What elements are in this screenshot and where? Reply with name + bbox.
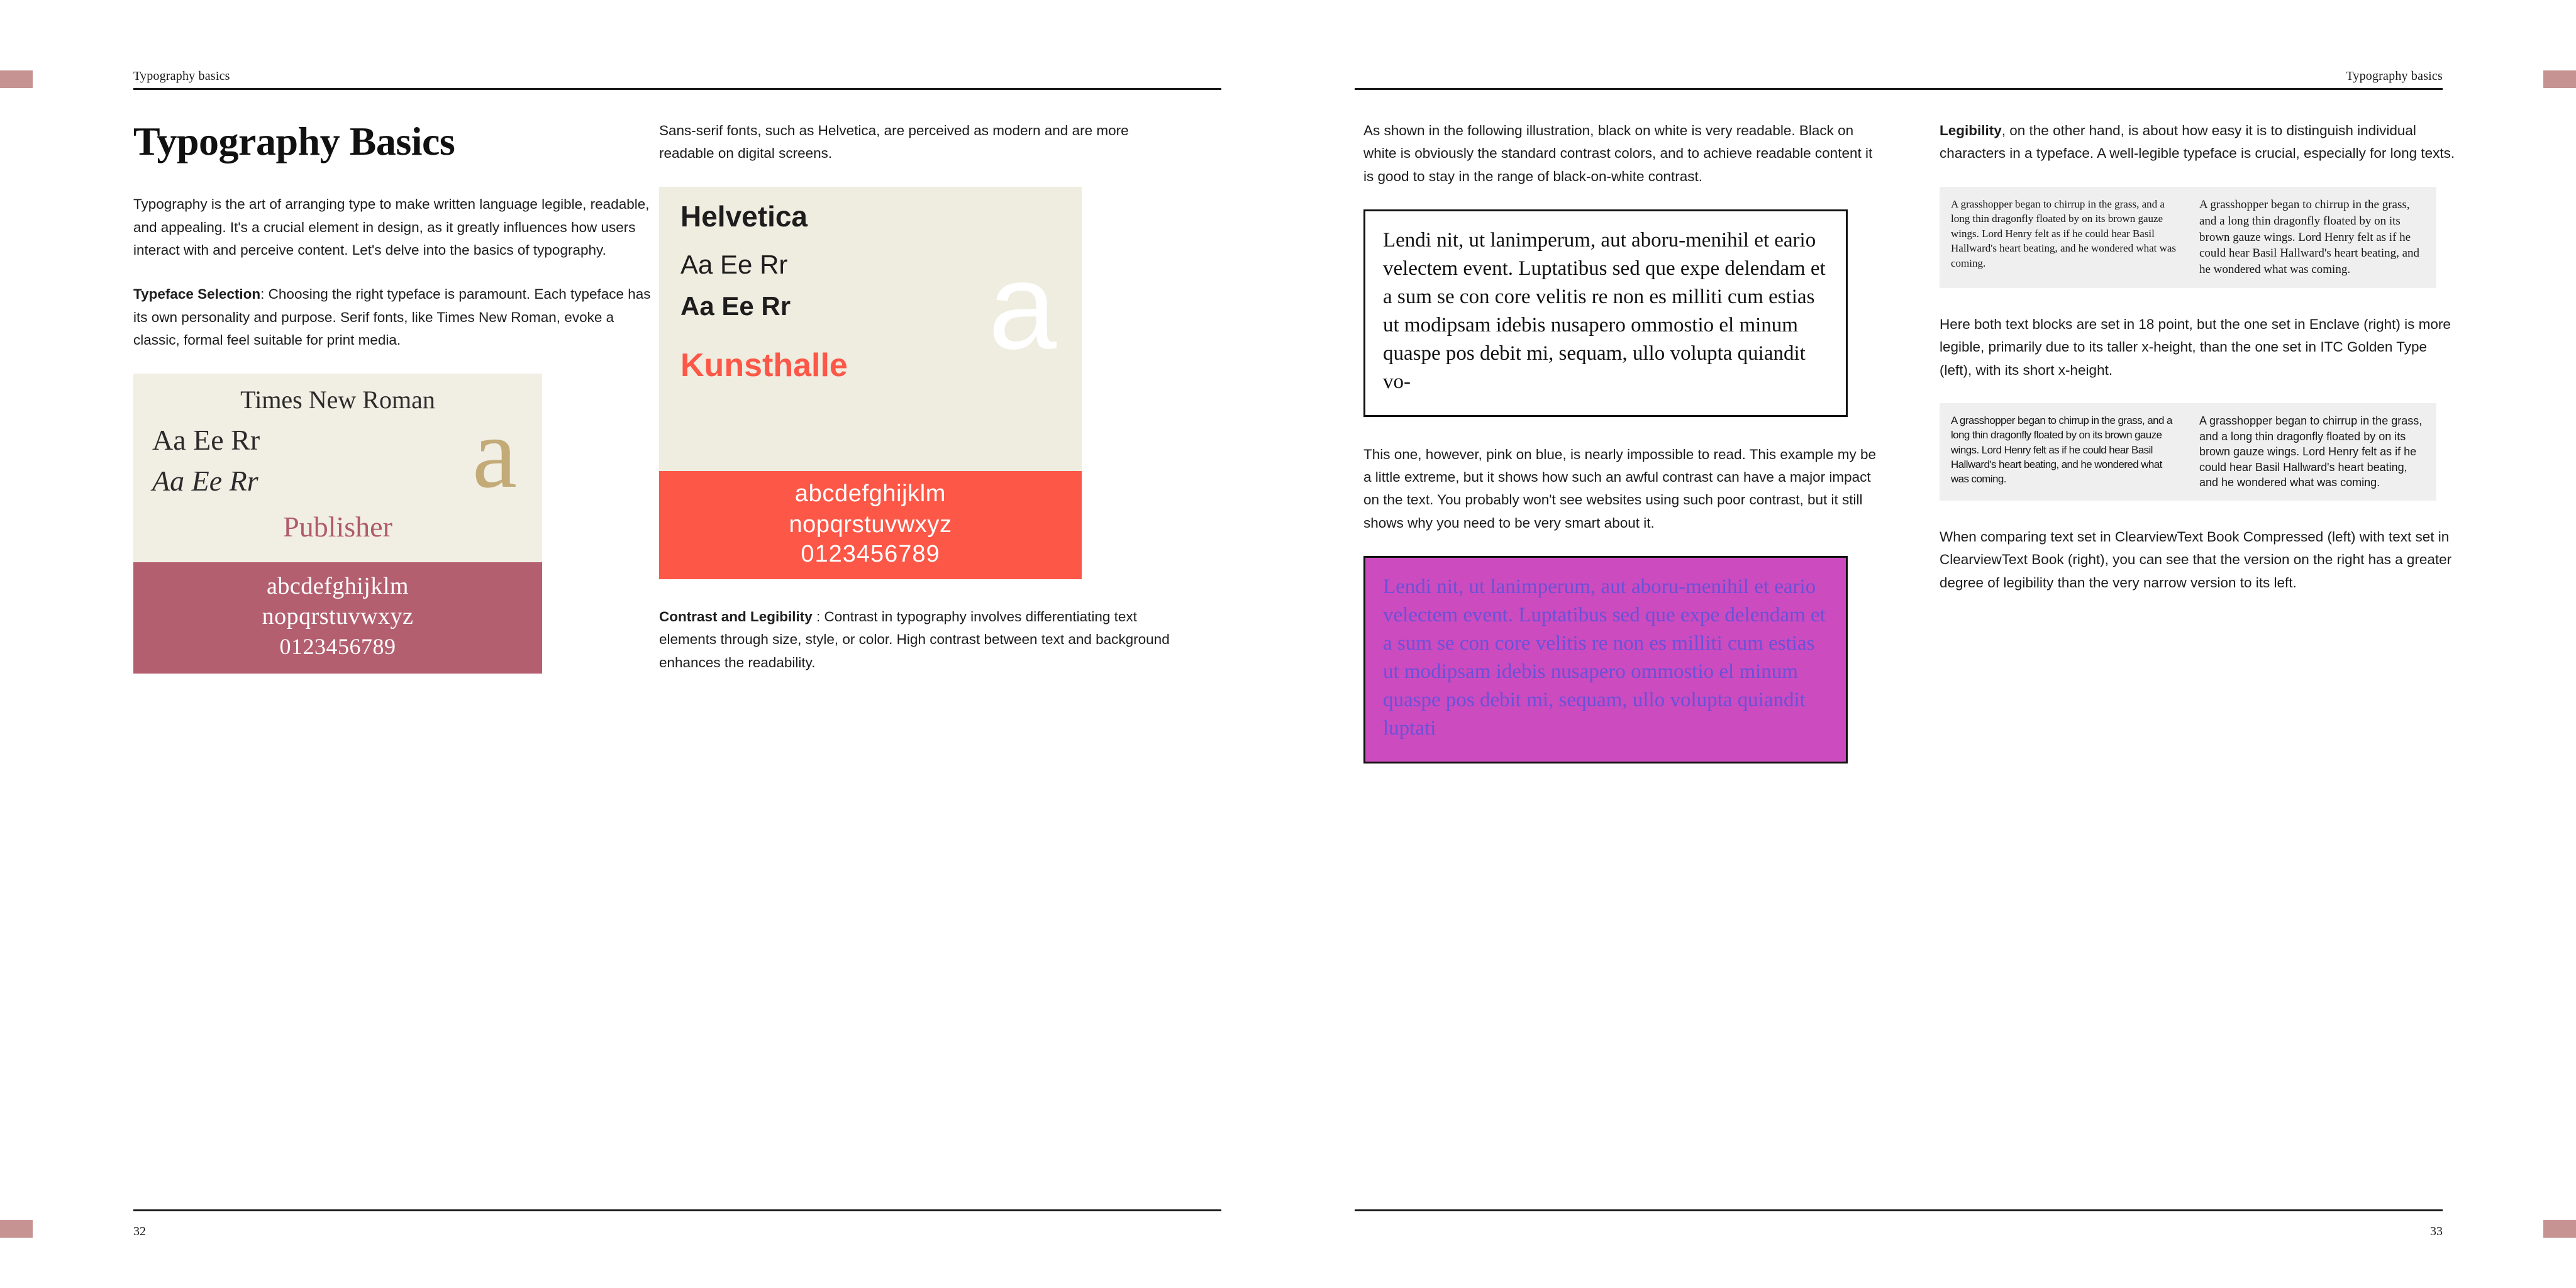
- folio-left: 32: [133, 1224, 146, 1238]
- typeface-selection-paragraph: [133, 283, 655, 352]
- page-title: Typography Basics: [133, 119, 455, 164]
- header-rule-right: [1355, 88, 2443, 90]
- running-head-right: Typography basics: [2346, 69, 2443, 83]
- grasshopper-one-left-sample: A grasshopper began to chirrup in the grass, and a long thin dragonfly floated by on its brown gauze wings. Lord Henry felt as if he could hear Basil Hallward's heart beating, and he wondered what was coming.: [1951, 197, 2177, 269]
- grasshopper-comparison-two: [1940, 403, 2436, 500]
- helvetica-specimen-big-glyph: a: [988, 237, 1057, 375]
- times-specimen-line-regular: Aa Ee Rr: [152, 423, 260, 456]
- grasshopper-comparison-one: [1940, 187, 2436, 288]
- helvetica-specimen-lowercase-line-1: abcdefghijklm: [794, 480, 947, 507]
- decorative-bleed-bar-bottom-left: [0, 1220, 33, 1238]
- black-on-white-sample-text: Lendi nit, ut lanimperum, aut aboru-menihil et eario velectem event. Luptatibus sed que expe delendam et a sum se con core velitis re non es milliti cum estias ut modipsam idebis nusapero ommostio el minum quaspe pos debit mi, sequam, ullo volupta quiandit vo-: [1383, 229, 1826, 393]
- decorative-bleed-bar-top-right: [2543, 70, 2576, 88]
- legibility-paragraph: [1940, 119, 2462, 165]
- contrast-legibility-text: : Contrast in typography involves differentiating text elements through size, style, or color. High contrast between text and background enhances the readability.: [659, 608, 1170, 670]
- header-rule-left: [133, 88, 1221, 90]
- times-specimen-big-glyph: a: [472, 396, 517, 509]
- contrast-legibility-lead: Contrast and Legibility: [659, 608, 813, 625]
- times-specimen-line-italic: Aa Ee Rr: [152, 464, 258, 497]
- times-specimen-name: Times New Roman: [240, 385, 435, 414]
- column-three: [1363, 119, 1885, 790]
- footer-rule-right: [1355, 1209, 2443, 1211]
- times-specimen-lowercase-line-1: abcdefghijklm: [267, 572, 409, 599]
- x-height-paragraph: Here both text blocks are set in 18 point, but the one set in Enclave (right) is more legible, primarily due to its taller x-height, than the one set in ITC Golden Type (left), with its short x-height.: [1940, 316, 2451, 378]
- sans-serif-paragraph: Sans-serif fonts, such as Helvetica, are perceived as modern and are more readable on digital screens.: [659, 123, 1129, 162]
- legibility-lead: Legibility: [1940, 123, 2002, 138]
- decorative-bleed-bar-top-left: [0, 70, 33, 88]
- times-specimen-publisher-word: Publisher: [283, 510, 392, 543]
- typeface-selection-lead: Typeface Selection: [133, 286, 261, 303]
- footer-rule-left: [133, 1209, 1221, 1211]
- typeface-selection-text: : Choosing the right typeface is paramount. Each typeface has its own personality and purpose. Serif fonts, like Times New Roman, evoke a classic, formal feel suitable for print media.: [133, 286, 651, 348]
- helvetica-specimen-kunsthalle-word: Kunsthalle: [680, 347, 848, 384]
- legibility-text: , on the other hand, is about how easy it is to distinguish individual characters in a typeface. A well-legible typeface is crucial, especially for long texts.: [1940, 123, 2455, 162]
- running-head-left: Typography basics: [133, 69, 230, 83]
- decorative-bleed-bar-bottom-right: [2543, 1220, 2576, 1238]
- helvetica-specimen-line-regular: Aa Ee Rr: [680, 249, 788, 279]
- times-specimen-band: [133, 562, 542, 674]
- helvetica-specimen-band: [659, 471, 1082, 579]
- helvetica-specimen-line-bold: Aa Ee Rr: [680, 291, 791, 321]
- grasshopper-two-left-sample: A grasshopper began to chirrup in the grass, and a long thin dragonfly floated by on its brown gauze wings. Lord Henry felt as if he could hear Basil Hallward's heart beating, and he wondered what was coming.: [1951, 414, 2172, 485]
- pink-on-blue-sample-text: Lendi nit, ut lanimperum, aut aboru-menihil et eario velectem event. Luptatibus sed que expe delendam et a sum se con core velitis re non es milliti cum estias ut modipsam idebis nusapero ommostio el minum quaspe pos debit mi, sequam, ullo volupta quiandit luptati: [1383, 575, 1826, 740]
- times-specimen-digits: 0123456789: [279, 633, 396, 659]
- helvetica-specimen-name: Helvetica: [680, 199, 808, 233]
- black-on-white-intro-paragraph: As shown in the following illustration, black on white is very readable. Black on white is obviously the standard contrast colors, and to achieve readable content it is good to stay in the range of black-on-white contrast.: [1363, 123, 1873, 184]
- helvetica-specimen: [659, 187, 1082, 579]
- column-two: [659, 119, 1181, 696]
- clearview-comparison-paragraph: When comparing text set in ClearviewText Book Compressed (left) with text set in ClearviewText Book (right), you can see that the version on the right has a greater degree of legibility than the very narrow version to its left.: [1940, 528, 2452, 591]
- column-four: [1940, 119, 2462, 616]
- folio-right: 33: [2430, 1224, 2443, 1238]
- times-specimen-panel: [133, 374, 542, 562]
- contrast-legibility-paragraph: [659, 606, 1181, 674]
- helvetica-specimen-lowercase-line-2: nopqrstuvwxyz: [789, 511, 952, 538]
- pink-on-blue-intro-paragraph: This one, however, pink on blue, is nearly impossible to read. This example my be a little extreme, but it shows how such an awful contrast can have a major impact on the text. You probably won't see websites using such poor contrast, but it still shows why you need to be very smart about it.: [1363, 446, 1876, 531]
- helvetica-specimen-panel: [659, 187, 1082, 471]
- pink-on-blue-sample-box: [1363, 556, 1848, 763]
- helvetica-specimen-digits: 0123456789: [801, 540, 940, 567]
- intro-paragraph: Typography is the art of arranging type to make written language legible, readable, and appealing. It's a crucial element in design, as it greatly influences how users interact with and perceive content. Let's delve into the basics of typography.: [133, 196, 650, 258]
- column-one: [133, 119, 655, 674]
- grasshopper-two-right-sample: A grasshopper began to chirrup in the grass, and a long thin dragonfly floated by on its brown gauze wings. Lord Henry felt as if he could hear Basil Hallward's heart beating, and he wondered what was coming.: [2199, 414, 2423, 489]
- times-new-roman-specimen: [133, 374, 542, 674]
- times-specimen-lowercase-line-2: nopqrstuvwxyz: [262, 603, 414, 630]
- black-on-white-sample-box: [1363, 209, 1848, 416]
- grasshopper-one-right-sample: A grasshopper began to chirrup in the grass, and a long thin dragonfly floated by on its brown gauze wings. Lord Henry felt as if he could hear Basil Hallward's heart beating, and he wondered what was coming.: [2199, 197, 2420, 277]
